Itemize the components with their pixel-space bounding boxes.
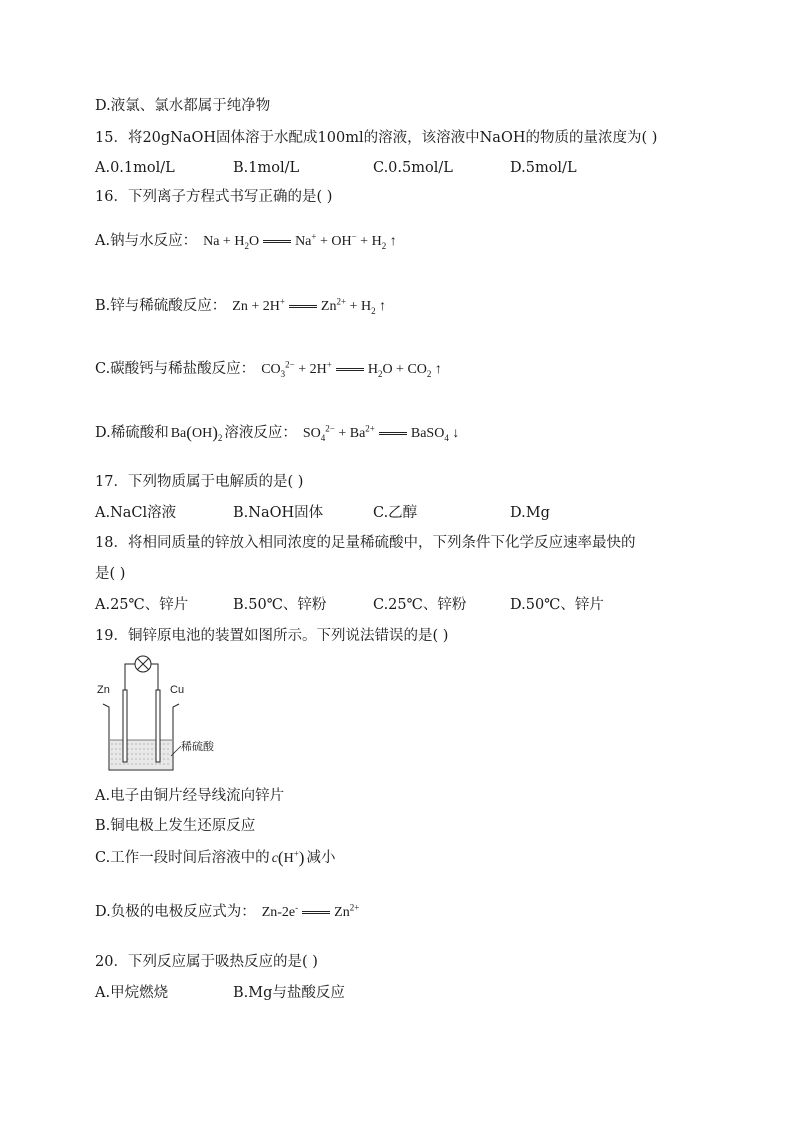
q16-a-label: A.钠与水反应： (95, 233, 198, 249)
q18-option-a[interactable]: A.25℃、锌片 (95, 597, 189, 613)
q15-option-a[interactable]: A.0.1mol/L (95, 160, 175, 176)
q19-c-label: C.工作一段时间后溶液中的 (95, 850, 270, 866)
q15-option-b[interactable]: B.1mol/L (233, 160, 300, 176)
q20-option-a[interactable]: A.甲烷燃烧 (95, 985, 169, 1001)
q16-option-d[interactable] (95, 423, 459, 444)
q16-b-equation: Zn + 2H+ $Zn^{2+} + H_2$ ↑ (232, 296, 387, 316)
q17-options (95, 503, 715, 523)
q17-stem: 17．下列物质属于电解质的是( ) (95, 474, 304, 490)
q16-stem: 16．下列离子方程式书写正确的是( ) (95, 189, 333, 205)
q16-d-formula: $Ba(OH)_2$ (170, 423, 223, 443)
q20-option-b[interactable]: B.Mg与盐酸反应 (233, 985, 345, 1001)
q19-d-equation: Zn-2e- $Zn^{2+}$ (261, 902, 360, 920)
q18-option-b[interactable]: B.50℃、锌粉 (233, 597, 327, 613)
zinc-electrode (123, 690, 127, 762)
equals-arrow-icon (263, 239, 291, 244)
beaker-icon (103, 704, 179, 770)
q19-d-label: D.负极的电极反应式为： (95, 904, 256, 920)
q17-option-b[interactable]: B.NaOH固体 (233, 505, 324, 521)
q16-option-c[interactable] (95, 359, 442, 380)
q19-c-formula: c(H+) (271, 848, 305, 867)
q19-option-a[interactable]: A.电子由铜片经导线流向锌片 (95, 788, 285, 804)
q16-d-label: D.稀硫酸和 (95, 425, 169, 441)
q19-c-tail: 减小 (306, 850, 336, 866)
q17-option-c[interactable]: C.乙醇 (373, 505, 418, 521)
q17-option-a[interactable]: A.NaCl溶液 (95, 505, 177, 521)
q18-options (95, 595, 715, 615)
lamp-icon (135, 656, 151, 672)
wire (125, 664, 158, 692)
q20-stem: 20．下列反应属于吸热反应的是( ) (95, 954, 318, 970)
q16-d-label2: 溶液反应： (224, 425, 297, 441)
copper-electrode (156, 690, 160, 762)
equals-arrow-icon (379, 431, 407, 436)
q15-options (95, 158, 715, 178)
equals-arrow-icon (302, 910, 330, 915)
galvanic-cell-diagram (95, 652, 235, 777)
q20-options (95, 983, 715, 1003)
q14-option-d: D.液氯、氯水都属于纯净物 (95, 98, 271, 114)
q16-option-a[interactable] (95, 231, 397, 252)
q16-c-equation: $CO_3^{2-} + 2H^+$ $H_2O + CO_2$ ↑ (261, 359, 442, 379)
equals-arrow-icon (336, 367, 364, 372)
q16-a-equation: $Na + H_2O$ $Na^+ + OH^- + H_2$ ↑ (203, 231, 397, 251)
acid-label: 稀硫酸 (181, 740, 214, 753)
q19-option-b[interactable]: B.铜电极上发生还原反应 (95, 818, 256, 834)
cu-label: Cu (170, 684, 185, 696)
q18-option-c[interactable]: C.25℃、锌粉 (373, 597, 467, 613)
q19-stem: 19．铜锌原电池的装置如图所示。下列说法错误的是( ) (95, 628, 449, 644)
q19-option-c[interactable] (95, 848, 335, 869)
zn-label: Zn (97, 684, 110, 696)
q16-d-equation: $SO_4^{2-} + Ba^{2+}$ BaSO$_4$ ↓ (302, 423, 460, 443)
q17-option-d[interactable]: D.Mg (510, 505, 550, 521)
q15-option-d[interactable]: D.5mol/L (510, 160, 577, 176)
q16-c-label: C.碳酸钙与稀盐酸反应： (95, 361, 256, 377)
q16-option-b[interactable] (95, 296, 386, 317)
q15-stem: 15．将20gNaOH固体溶于水配成100ml的溶液，该溶液中NaOH的物质的量浓度为( ) (95, 130, 658, 146)
q16-b-label: B.锌与稀硫酸反应： (95, 298, 227, 314)
q18-option-d[interactable]: D.50℃、锌片 (510, 597, 604, 613)
q19-option-d[interactable] (95, 902, 359, 923)
q15-option-c[interactable]: C.0.5mol/L (373, 160, 453, 176)
q18-stem-line1: 18．将相同质量的锌放入相同浓度的足量稀硫酸中，下列条件下化学反应速率最快的 (95, 535, 636, 551)
q18-stem-line2: 是( ) (95, 566, 126, 582)
equals-arrow-icon (289, 304, 317, 309)
